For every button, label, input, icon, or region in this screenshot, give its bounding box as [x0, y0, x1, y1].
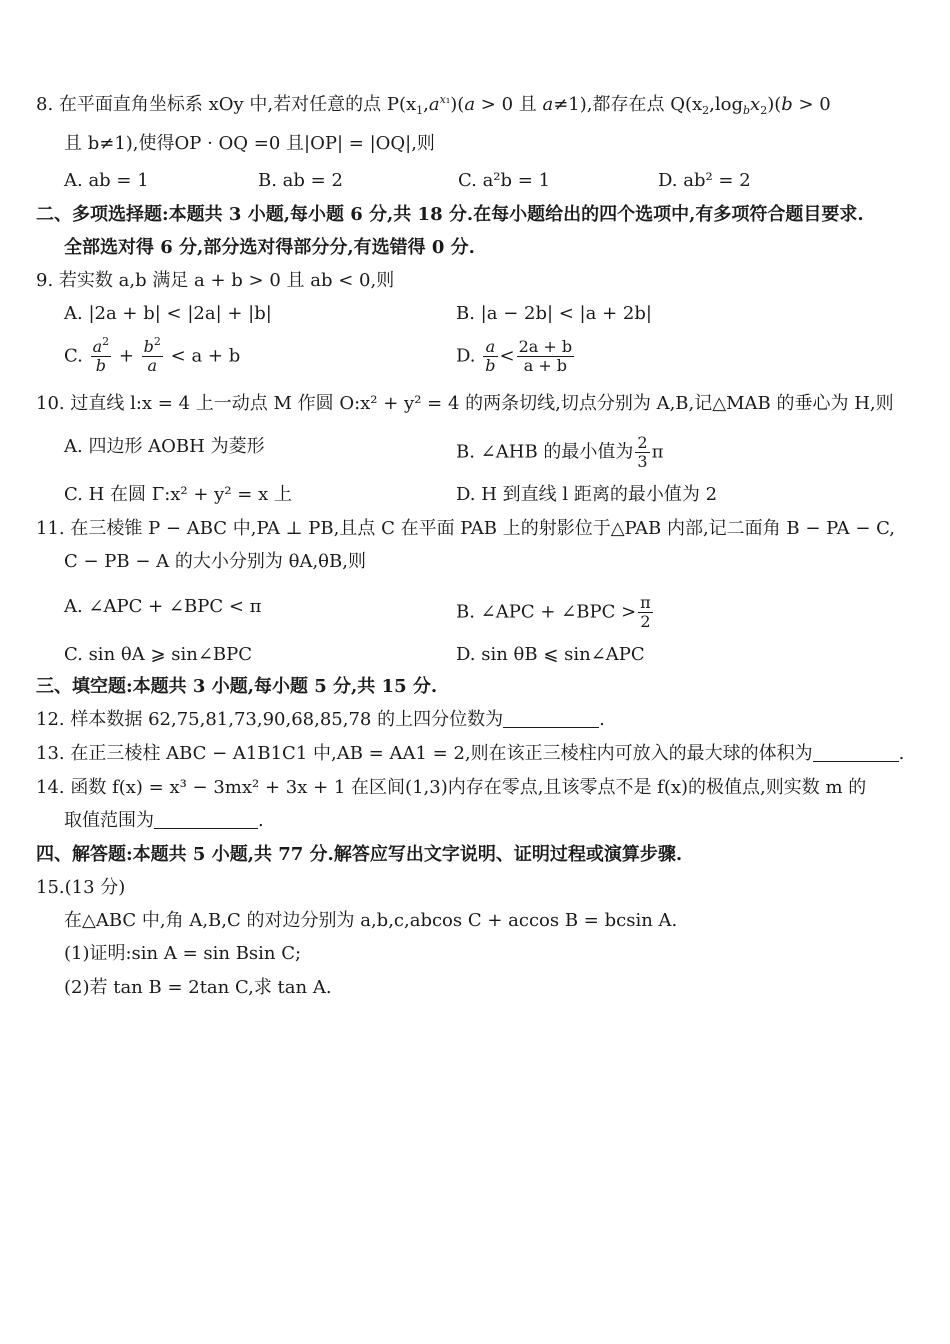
q13	[36, 741, 920, 767]
q10-option-c: C. H 在圆 Γ:x² + y² = x 上	[64, 484, 292, 505]
q8-stem-rest: ),都存在点 Q(x	[579, 94, 703, 115]
q9-option-c-label: C.	[64, 345, 83, 367]
q8-stem-line2: 且 b≠1),使得OP · OQ =0 且|OP| = |OQ|,则	[64, 133, 435, 154]
q8-line2	[64, 131, 920, 157]
q15-part2: (2)若 tan B = 2tan C,求 tan A.	[64, 977, 332, 998]
q8-option-b: B. ab = 2	[258, 170, 343, 191]
q11-option-a: A. ∠APC + ∠BPC < π	[64, 596, 262, 617]
q10-option-b-text: B. ∠AHB 的最小值为	[456, 441, 634, 463]
q9-option-d-label: D.	[456, 345, 476, 367]
q11-option-c: C. sin θA ⩾ sin∠BPC	[64, 644, 253, 665]
q9-option-a: A. |2a + b| < |2a| + |b|	[64, 303, 272, 324]
q9-fraction-a-over-b: $\frac{a}{b}$	[485, 337, 496, 375]
q10-fraction: $\frac{2}{3}$	[637, 433, 648, 471]
q8-option-a: A. ab = 1	[64, 170, 149, 191]
q15-part1: (1)证明:sin A = sin Bsin C;	[64, 943, 302, 964]
q9-stem: 9. 若实数 a,b 满足 a + b > 0 且 ab < 0,则	[36, 270, 395, 291]
q9-option-b: B. |a − 2b| < |a + 2b|	[456, 303, 652, 324]
q11-option-d: D. sin θB ⩽ sin∠APC	[456, 644, 645, 665]
q12-text: 12. 样本数据 62,75,81,73,90,68,85,78 的上四分位数为	[36, 709, 504, 730]
q9-option-c-rest: < a + b	[170, 345, 241, 367]
q9-fraction-a2-over-b: $\frac{a^2}{b}$	[92, 335, 110, 375]
q8-line1: 8. 在平面直角坐标系 xOy 中,若对任意的点 $P(x_1,a^{x_1})(a > 0$ 且 a≠1),都存在点 $Q(x_2,\log_bx_2)(b > 0$	[36, 93, 831, 117]
q11-option-b	[456, 594, 920, 631]
q11-fraction: $\frac{\pi}{2}$	[640, 593, 651, 631]
q10-option-d: D. H 到直线 l 距离的最小值为 2	[456, 484, 718, 505]
q15-header: 15.(13 分)	[36, 877, 126, 898]
q11-stem-line2: C − PB − A 的大小分别为 θA,θB,则	[64, 551, 366, 572]
section2-heading: 二、多项选择题:本题共 3 小题,每小题 6 分,共 18 分.在每小题给出的四个选项中,有多项符合题目要求.	[36, 204, 864, 225]
q10-option-a: A. 四边形 AOBH 为菱形	[64, 436, 265, 457]
q14-line2	[64, 808, 920, 834]
q8-option-d: D. ab² = 2	[658, 170, 751, 191]
q8-option-c: C. a²b = 1	[458, 170, 551, 191]
q12	[36, 707, 920, 733]
q14-line1: 14. 函数 f(x) = x³ − 3mx² + 3x + 1 在区间(1,3)内存在零点,且该零点不是 f(x)的极值点,则实数 m 的	[36, 777, 867, 798]
q11-option-b-text: B. ∠APC + ∠BPC >	[456, 601, 637, 623]
q10-stem: 10. 过直线 l:x = 4 上一动点 M 作圆 O:x² + y² = 4 的两条切线,切点分别为 A,B,记△MAB 的垂心为 H,则	[36, 393, 894, 414]
section3-heading: 三、填空题:本题共 3 小题,每小题 5 分,共 15 分.	[36, 676, 438, 697]
q9-fraction-d: $\frac{2a + b}{a + b}$	[518, 337, 573, 375]
q14-answer-blank[interactable]	[154, 810, 258, 829]
q12-answer-blank[interactable]	[503, 709, 599, 728]
section2-rules: 全部选对得 6 分,部分选对得部分分,有选错得 0 分.	[64, 237, 475, 258]
q10-option-b	[456, 434, 920, 471]
q13-text: 13. 在正三棱柱 ABC − A1B1C1 中,AB = AA1 = 2,则在该正三棱柱内可放入的最大球的体积为	[36, 743, 813, 764]
q9-option-d: D. $\frac{a}{b}$ < $\frac{2a + b}{a + b}$	[456, 337, 573, 375]
q9-option-c: C. $\frac{a^2}{b}$ + $\frac{b^2}{a}$ < a + b	[64, 335, 241, 375]
q15-stem: 在△ABC 中,角 A,B,C 的对边分别为 a,b,c,abcos C + accos B = bcsin A.	[64, 910, 678, 931]
q14-line2-text: 取值范围为	[64, 810, 154, 831]
q8-stem-prefix: 8. 在平面直角坐标系 xOy 中,若对任意的点 P(x	[36, 94, 417, 115]
q12-period: .	[599, 709, 605, 730]
q10-option-b-pi: π	[651, 441, 664, 463]
q13-answer-blank[interactable]	[813, 743, 899, 762]
q11-stem-line1: 11. 在三棱锥 P − ABC 中,PA ⊥ PB,且点 C 在平面 PAB 上的射影位于△PAB 内部,记二面角 B − PA − C,	[36, 518, 895, 539]
section4-heading: 四、解答题:本题共 5 小题,共 77 分.解答应写出文字说明、证明过程或演算步骤.	[36, 844, 683, 865]
q9-fraction-b2-over-a: $\frac{b^2}{a}$	[143, 335, 161, 375]
q13-period: .	[898, 743, 905, 764]
q14-period: .	[258, 810, 264, 831]
